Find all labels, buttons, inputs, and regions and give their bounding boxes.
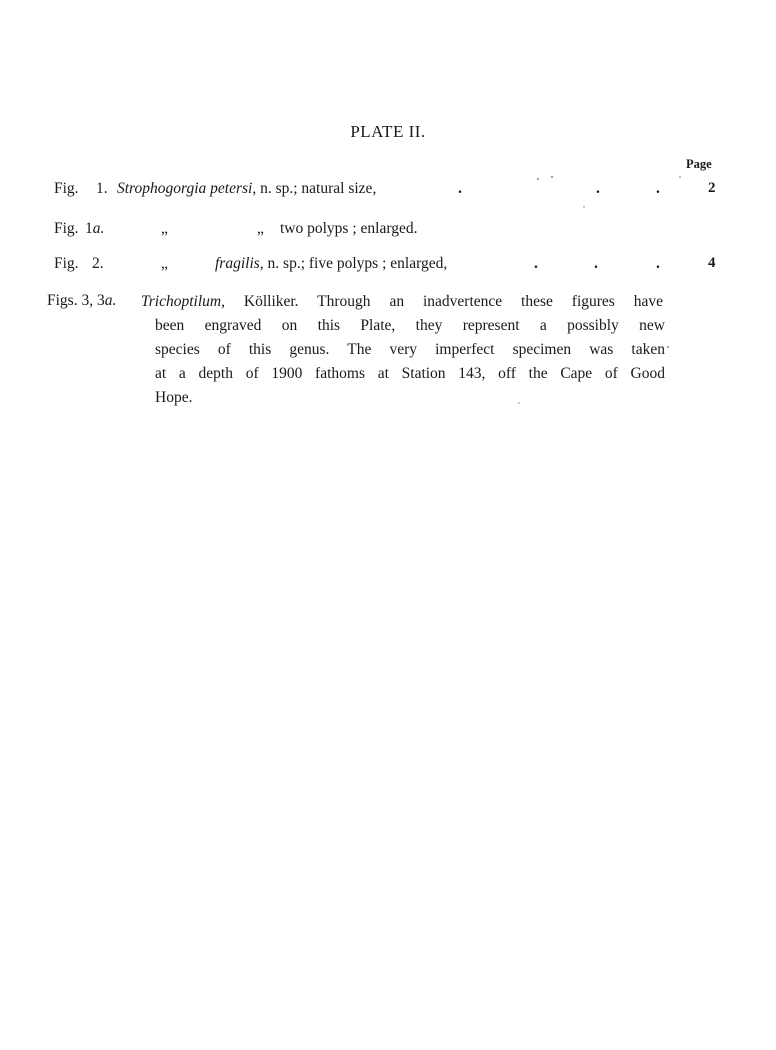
leader-dot: . bbox=[534, 255, 538, 272]
ditto-mark: „ bbox=[161, 220, 168, 237]
scan-speck bbox=[518, 402, 520, 404]
scan-speck bbox=[667, 346, 669, 348]
figure-caption bbox=[215, 255, 447, 273]
figure-number: 1. bbox=[96, 180, 108, 197]
scan-speck bbox=[679, 176, 681, 178]
figure-label: Fig. bbox=[54, 180, 79, 197]
description-line: at a depth of 1900 fathoms at Station 143, off the Cape of Good bbox=[155, 365, 665, 382]
species-name: fragilis bbox=[215, 255, 260, 272]
scan-speck bbox=[583, 206, 585, 208]
species-name: petersi bbox=[210, 180, 253, 197]
figure-label: Fig. bbox=[54, 220, 79, 237]
caption-text: , n. sp.; five polyps ; enlarged, bbox=[259, 255, 448, 272]
figure-label: Figs. 3, 3a. bbox=[47, 292, 117, 309]
caption-text: , n. sp.; natural size, bbox=[252, 180, 377, 197]
leader-dot: . bbox=[656, 180, 660, 197]
figure-row-1 bbox=[0, 180, 776, 202]
figure-3-description bbox=[141, 290, 663, 314]
figure-3-description-cont bbox=[155, 314, 665, 410]
genus-name: Strophogorgia bbox=[117, 180, 207, 197]
page-column-header: Page bbox=[686, 157, 712, 171]
leader-dot: . bbox=[656, 255, 660, 272]
description-line: species of this genus. The very imperfect specimen was taken bbox=[155, 341, 665, 358]
figure-caption bbox=[117, 180, 376, 198]
scan-speck bbox=[551, 176, 553, 178]
ditto-mark: „ bbox=[257, 220, 264, 237]
plate-title: PLATE II. bbox=[350, 122, 426, 141]
leader-dot: . bbox=[458, 180, 462, 197]
ditto-mark: „ bbox=[161, 255, 168, 272]
leader-dot: . bbox=[594, 255, 598, 272]
description-line: been engraved on this Plate, they represent a possibly new bbox=[155, 317, 665, 334]
figure-label: Fig. bbox=[54, 255, 79, 272]
page-number: 4 bbox=[708, 255, 716, 271]
scan-speck bbox=[537, 178, 539, 180]
figure-row-3 bbox=[0, 255, 776, 277]
genus-name: Trichoptilum bbox=[141, 293, 222, 310]
figure-row-2 bbox=[0, 220, 776, 242]
caption-text: two polyps ; enlarged. bbox=[280, 220, 418, 237]
figure-number: 2. bbox=[92, 255, 104, 272]
page-number: 2 bbox=[708, 180, 716, 196]
description-line: Trichoptilum, Kölliker. Through an inadvertence these figures have bbox=[141, 293, 663, 310]
figure-number: 1a. bbox=[85, 220, 105, 237]
description-line: Hope. bbox=[155, 389, 193, 406]
leader-dot: . bbox=[596, 180, 600, 197]
